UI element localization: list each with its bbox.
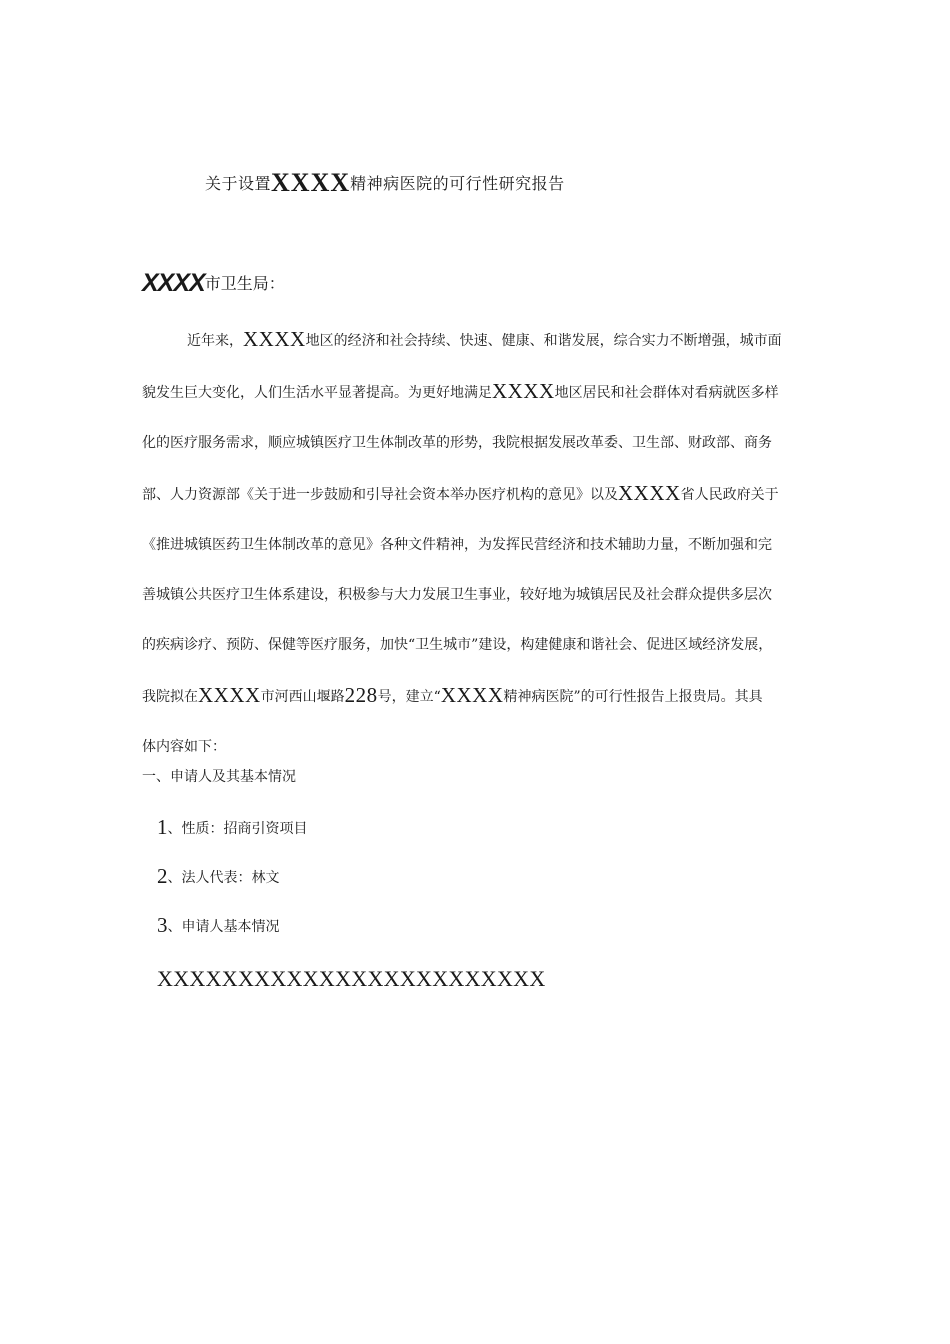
salutation-suffix: 市卫生局： [204, 274, 285, 293]
title-prefix: 关于设置 [205, 174, 272, 193]
title-placeholder: XXXX [271, 168, 351, 197]
text-run: 我院拟在 [142, 689, 198, 705]
text-run: 地区的经济和社会持续、快速、健康、和谐发展，综合实力不断增强，城市面 [305, 333, 782, 349]
paragraph-line [142, 468, 832, 520]
item-number: 2 [157, 864, 168, 888]
paragraph-line [142, 670, 832, 722]
paragraph-line [142, 570, 832, 620]
text-run: 貌发生巨大变化，人们生活水平显著提高。为更好地满足 [142, 385, 492, 401]
item-text: 、申请人基本情况 [167, 919, 280, 935]
text-run: 体内容如下： [142, 739, 226, 755]
title-suffix: 精神病医院的可行性研究报告 [350, 174, 565, 193]
item-number: 3 [157, 913, 168, 937]
placeholder-mark: XXXX [243, 327, 306, 351]
item-number: 1 [157, 815, 168, 839]
item-text: 、法人代表：林文 [167, 870, 280, 886]
paragraph-line [142, 366, 832, 418]
placeholder-mark: XXXX [618, 481, 681, 505]
text-run: 精神病医院”的可行性报告上报贵局。其具 [503, 689, 763, 705]
list-item [157, 910, 280, 942]
item-text: 、性质：招商引资项目 [167, 821, 308, 837]
paragraph-line [142, 314, 832, 366]
text-run: 善城镇公共医疗卫生体系建设，积极参与大力发展卫生事业，较好地为城镇居民及社会群众提供多层次 [142, 587, 772, 603]
placeholder-mark: XXXX [440, 683, 504, 707]
text-run: 省人民政府关于 [680, 487, 779, 503]
text-run: 地区居民和社会群体对看病就医多样 [554, 385, 779, 401]
address-number: 228 [344, 683, 378, 707]
salutation [142, 266, 285, 301]
text-run: 市河西山堰路 [260, 689, 345, 705]
placeholder-mark: XXXX [492, 379, 555, 403]
list-item [157, 861, 280, 893]
paragraph-line [142, 520, 832, 570]
text-run: 《推进城镇医药卫生体制改革的意见》各种文件精神，为发挥民营经济和技术辅助力量，不断加强和完 [142, 537, 772, 553]
text-run: 部、人力资源部《关于进一步鼓励和引导社会资本举办医疗机构的意见》以及 [142, 487, 618, 503]
list-item [157, 812, 308, 844]
section-heading: 一、申请人及其基本情况 [142, 769, 296, 785]
text-run: 近年来， [187, 333, 243, 349]
text-run: 号，建立“ [377, 689, 441, 705]
body-paragraph [142, 314, 832, 772]
text-run: 的疾病诊疗、预防、保健等医疗服务，加快“卫生城市”建设，构建健康和谐社会、促进区域经济发展， [142, 637, 773, 653]
placeholder-text: XXXXXXXXXXXXXXXXXXXXXXXX [157, 966, 546, 991]
document-title [205, 168, 565, 199]
placeholder-mark: XXXX [198, 683, 261, 707]
paragraph-line [142, 418, 832, 468]
text-run: 化的医疗服务需求，顺应城镇医疗卫生体制改革的形势，我院根据发展改革委、卫生部、财政部、商务 [142, 435, 772, 451]
salutation-placeholder: XXXX [142, 269, 205, 297]
paragraph-line [142, 620, 832, 670]
